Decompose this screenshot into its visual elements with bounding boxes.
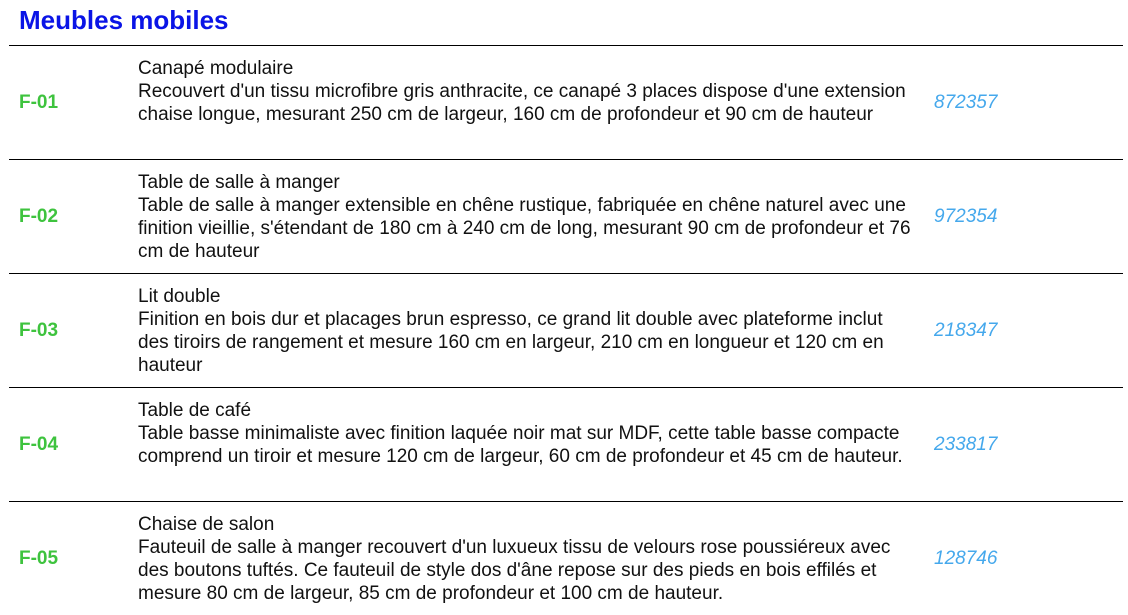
item-description: Finition en bois dur et placages brun espresso, ce grand lit double avec plateforme inclut des tiroirs de rangement et mesure 160 cm en largeur, 210 cm en longueur et 120 cm en hauteur <box>138 309 884 376</box>
item-name: Chaise de salon <box>138 514 275 535</box>
item-name: Table de café <box>138 400 252 421</box>
item-description-cell <box>138 399 918 468</box>
item-reference: 128746 <box>934 547 998 569</box>
item-name: Lit double <box>138 286 221 307</box>
furniture-table <box>9 45 1123 615</box>
item-description: Fauteuil de salle à manger recouvert d'un luxueux tissu de velours rose poussiéreux avec des boutons tuftés. Ce fauteuil de style dos d'âne repose sur des pieds en bois effilés et mesure 80 cm de largeur, 85 cm de profondeur et 100 cm de hauteur. <box>138 537 891 604</box>
item-reference: 218347 <box>934 319 998 341</box>
item-description: Table de salle à manger extensible en chêne rustique, fabriquée en chêne naturel avec une finition vieillie, s'étendant de 180 cm à 240 cm de long, mesurant 90 cm de profondeur et 76 cm de hauteur <box>138 195 911 262</box>
item-name: Canapé modulaire <box>138 58 294 79</box>
table-row <box>9 46 1123 160</box>
item-description-cell <box>138 513 918 605</box>
item-description: Recouvert d'un tissu microfibre gris anthracite, ce canapé 3 places dispose d'une extension chaise longue, mesurant 250 cm de largeur, 160 cm de profondeur et 90 cm de hauteur <box>138 81 906 125</box>
item-code: F-02 <box>19 205 59 227</box>
item-description-cell <box>138 57 918 126</box>
item-code: F-05 <box>19 547 59 569</box>
table-row <box>9 274 1123 388</box>
table-row <box>9 502 1123 615</box>
item-reference: 233817 <box>934 433 998 455</box>
item-description: Table basse minimaliste avec finition laquée noir mat sur MDF, cette table basse compacte comprend un tiroir et mesure 120 cm de largeur, 60 cm de profondeur et 45 cm de hauteur. <box>138 423 903 467</box>
item-description-cell <box>138 285 918 377</box>
item-code: F-01 <box>19 91 59 113</box>
item-description-cell <box>138 171 918 263</box>
table-row <box>9 160 1123 274</box>
item-reference: 972354 <box>934 205 998 227</box>
item-code: F-04 <box>19 433 59 455</box>
page-title: Meubles mobiles <box>19 5 229 35</box>
item-name: Table de salle à manger <box>138 172 340 193</box>
item-reference: 872357 <box>934 91 998 113</box>
table-row <box>9 388 1123 502</box>
item-code: F-03 <box>19 319 59 341</box>
